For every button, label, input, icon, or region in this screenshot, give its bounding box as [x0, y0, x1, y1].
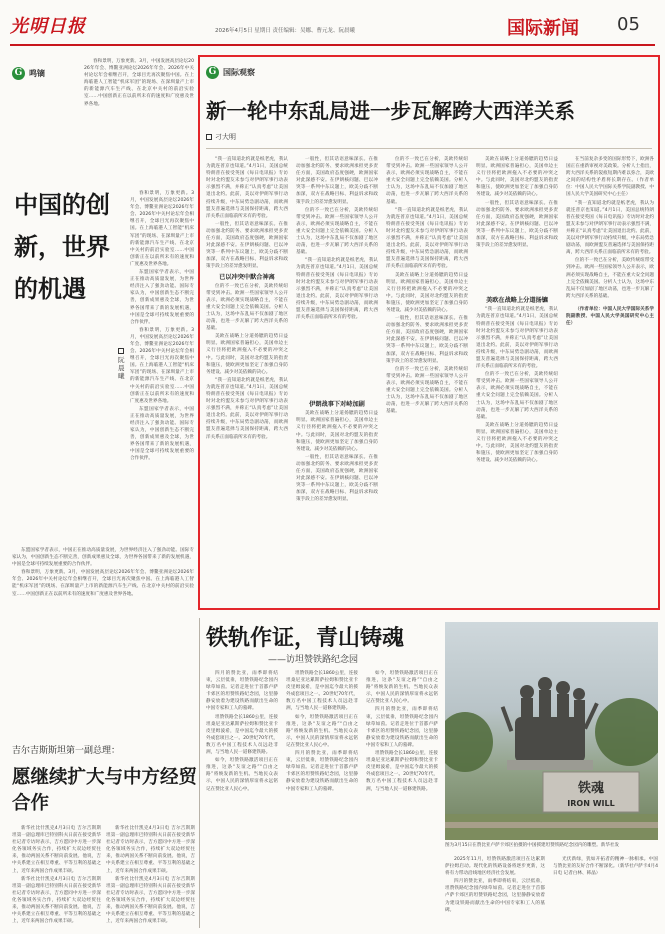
- feature-subhead-1: 已以冲突中默合神离: [219, 273, 275, 281]
- kyrgyz-body-1: 新华社比什凯克4月3日电 吉尔吉斯斯坦第一副总理库巴特别科夫日前在接受新华社记者专访时表示，吉方愿同中方进一步深化各领域务实合作，持续扩大双边经贸往来，推动两国关系不断向前发展。他说，吉中关系建立在相互尊重、平等互利的基础之上，近年来两国合作成果丰硕。 新华社比什凯克4月3日电 吉尔吉斯斯坦第一副总理库巴特别科夫日前在接受新华社记者专访时表示，吉方愿同中方进一步深化各领域务实合作，持续扩大双边经贸往来，推动两国关系不断向前发展。他说，吉中关系建立在相互尊重、平等互利的基础之上，近年来两国合作成果丰硕。: [12, 826, 101, 925]
- svg-text:铁魂: 铁魂: [577, 781, 605, 796]
- feature-subhead-2: 伊朗战事下对峙加剧: [309, 401, 365, 409]
- opinion-byline-name: 阮晨曦: [118, 356, 125, 380]
- opinion-headline: 中国的创新，世界的机遇: [14, 191, 110, 303]
- section-title: 国际新闻: [507, 18, 579, 39]
- opinion-body-top: 春和景明，万象更新。3月，中国发展高层论坛2026年年会、博鳌亚洲论坛2026年年会、2026年中关村论坛年会相继召开，全球目光再次聚焦中国。在上海临港人工智能“机床军团”的现场、在深圳量产上市的新能源汽车生产线、在北京中关村的前沿实验室……中国创新正在以前所未有的速度和广度惠及世界各地。: [84, 59, 194, 107]
- rail-col-5: 光伏新绿，犹如开拓者的精神一脉相承。中国与赞比亚的友好合作不断深化。（新华社卢萨卡4月4日电 记者白林、韩晶）: [553, 857, 658, 877]
- left-right-divider: [199, 618, 200, 928]
- iron-will-sign: [543, 772, 639, 812]
- statue-group: [501, 677, 599, 762]
- masthead: [10, 8, 655, 46]
- feature-tag-label: 国际观察: [223, 67, 255, 77]
- rail-headline: 铁轨作证，青山铸魂: [206, 626, 405, 651]
- rail-subtitle: ——访坦赞铁路纪念园: [268, 655, 359, 665]
- column-logo-icon: G: [12, 67, 25, 80]
- opinion-body-bottom: 东盟国家学者表示，中国正在推动高质量发展，为世界经济注入了强劲动能。国际专家认为，中国创新生态不断完善，创新成果惠及全球，为世界各国带来了新的发展机遇，中国是全球可持续发展重要的合作伙伴。 春和景明，万象更新。3月，中国发展高层论坛2026年年会、博鳌亚洲论坛2026年年会、2026年中关村论坛年会相继召开，全球目光再次聚焦中国。在上海临港人工智能“机床军团”的现场、在深圳量产上市的新能源汽车生产线、在北京中关村的前沿实验室……中国创新正在以前所未有的速度和广度惠及世界各地。: [12, 548, 194, 597]
- feature-subhead-3: 美欧在战略上分道扬镳: [486, 297, 548, 305]
- opinion-byline: [118, 348, 127, 380]
- feature-col-2: 一般性，但其话语意味深长。在推动加强北约防务、要求欧洲承担更多责任方面，美国政府态度强硬，欧洲国家对此深感不安。在伊朗核问题、巴以冲突等一系列中东议题上，欧美分歧不断加深，双方在战略目标、利益诉求和政策手段上的差异愈发明显。 位的不一致已在分析，美欧传统纽带受到冲击。欧洲一些国家领导人公开表示，欧洲必须实现战略自主，不能在重大安全问题上完全依赖美国。分析人士认为，这场中东乱局不仅加剧了地区动荡，也进一步瓦解了跨大西洋关系的基础。 “我一直知道北约就是纸老虎，我认为就连普京也知道。”4月1日，美国总统特朗普在接受英国《每日电讯报》专访时对北约盟友未参与对伊朗军事行动表示强烈不满，并称正“认真考虑”让美国退出北约。此前，美以对伊朗军事行动持续升级，中东局势急剧动荡，而欧洲盟友普遍选择与美国保持距离，跨大西洋关系正面临前所未有的考验。 伊朗战事下对峙加剧 美欧在战略上分道扬镳的趋势日益明显。欧洲国家普遍担心，美国单边主义行径将把欧洲拖入不必要的冲突之中。与此同时，美国对北约盟友的指责和施压，使欧洲更加坚定了加强自身防务建设、减少对美依赖的决心。 一般性，但其话语意味深长。在推动加强北约防务、要求欧洲承担更多责任方面，美国政府态度强硬，欧洲国家对此深感不安。在伊朗核问题、巴以冲突等一系列中东议题上，欧美分歧不断加深，双方在战略目标、利益诉求和政策手段上的差异愈发明显。: [296, 157, 378, 503]
- masthead-date-line: 2026年4月5日 星期日 责任编辑：吴娜、曹元龙、阮晨曦: [215, 28, 355, 34]
- feature-byline: [206, 132, 236, 142]
- opinion-body-right: 春和景明，万象更新。3月，中国发展高层论坛2026年年会、博鳌亚洲论坛2026年年会、2026年中关村论坛年会相继召开，全球目光再次聚焦中国。在上海临港人工智能“机床军团”的现场、在深圳量产上市的新能源汽车生产线、在北京中关村的前沿实验室……中国创新正在以前所未有的速度和广度惠及世界各地。 东盟国家学者表示，中国正在推动高质量发展，为世界经济注入了强劲动能。国际专家认为，中国创新生态不断完善，创新成果惠及全球，为世界各国带来了新的发展机遇，中国是全球可持续发展重要的合作伙伴。 春和景明，万象更新。3月，中国发展高层论坛2026年年会、博鳌亚洲论坛2026年年会、2026年中关村论坛年会相继召开，全球目光再次聚焦中国。在上海临港人工智能“机床军团”的现场、在深圳量产上市的新能源汽车生产线、在北京中关村的前沿实验室……中国创新正在以前所未有的速度和广度惠及世界各地。 东盟国家学者表示，中国正在推动高质量发展，为世界经济注入了强劲动能。国际专家认为，中国创新生态不断完善，创新成果惠及全球，为世界各国带来了新的发展机遇，中国是全球可持续发展重要的合作伙伴。: [130, 191, 194, 462]
- opinion-tag-label: 鸣镝: [29, 68, 45, 78]
- feature-tag: [206, 65, 255, 79]
- feature-headline: 新一轮中东乱局进一步瓦解跨大西洋关系: [206, 99, 575, 123]
- rail-photo-caption: 图为3月15日在赞比亚卢萨卡郊区拍摄的中国援建坦赞铁路纪念园内的雕塑。新华社发: [445, 843, 620, 848]
- rail-col-1: 四月的赞比亚，雨季即将结束，云层低垂，坦赞铁路纪念园内绿草如茵。记者走进位于首都卢萨卡郊区的坦赞铁路纪念园，这里静静安放着为建设铁路而献出生命的中国专家和工人的墓碑。 坦赞铁路全长1860公里，连接坦桑尼亚达累斯萨拉姆和赞比亚卡皮里姆波希，是中国迄今最大的援外成套项目之一。20世纪70年代，数万名中国工程技术人员远赴非洲，与当地人民一道修建铁路。 如今，坦赞铁路激活项目正在推进，这条“友谊之路”“自由之路”将焕发新的生机。当地民众表示，中国人民的深情厚谊将永远铭记在赞比亚人民心中。: [206, 671, 278, 792]
- rail-photo-scene: [445, 622, 658, 840]
- feature-col-4: 美欧在战略上分道扬镳的趋势日益明显。欧洲国家普遍担心，美国单边主义行径将把欧洲拖入不必要的冲突之中。与此同时，美国对北约盟友的指责和施压，使欧洲更加坚定了加强自身防务建设、减少对美依赖的决心。 一般性，但其话语意味深长。在推动加强北约防务、要求欧洲承担更多责任方面，美国政府态度强硬，欧洲国家对此深感不安。在伊朗核问题、巴以冲突等一系列中东议题上，欧美分歧不断加深，双方在战略目标、利益诉求和政策手段上的差异愈发明显。 美欧在战略上分道扬镳 “我一直知道北约就是纸老虎，我认为就连普京也知道。”4月1日，美国总统特朗普在接受英国《每日电讯报》专访时对北约盟友未参与对伊朗军事行动表示强烈不满，并称正“认真考虑”让美国退出北约。此前，美以对伊朗军事行动持续升级，中东局势急剧动荡，而欧洲盟友普遍选择与美国保持距离，跨大西洋关系正面临前所未有的考验。 位的不一致已在分析，美欧传统纽带受到冲击。欧洲一些国家领导人公开表示，欧洲必须实现战略自主，不能在重大安全问题上完全依赖美国。分析人士认为，这场中东乱局不仅加剧了地区动荡，也进一步瓦解了跨大西洋关系的基础。 美欧在战略上分道扬镳的趋势日益明显。欧洲国家普遍担心，美国单边主义行径将把欧洲拖入不必要的冲突之中。与此同时，美国对北约盟友的指责和施压，使欧洲更加坚定了加强自身防务建设、减少对美依赖的决心。: [476, 157, 558, 464]
- feature-col-1: “我一直知道北约就是纸老虎，我认为就连普京也知道。”4月1日，美国总统特朗普在接受英国《每日电讯报》专访时对北约盟友未参与对伊朗军事行动表示强烈不满，并称正“认真考虑”让美国退出北约。此前，美以对伊朗军事行动持续升级，中东局势急剧动荡，而欧洲盟友普遍选择与美国保持距离，跨大西洋关系正面临前所未有的考验。 一般性，但其话语意味深长。在推动加强北约防务、要求欧洲承担更多责任方面，美国政府态度强硬，欧洲国家对此深感不安。在伊朗核问题、巴以冲突等一系列中东议题上，欧美分歧不断加深，双方在战略目标、利益诉求和政策手段上的差异愈发明显。 已以冲突中默合神离 位的不一致已在分析，美欧传统纽带受到冲击。欧洲一些国家领导人公开表示，欧洲必须实现战略自主，不能在重大安全问题上完全依赖美国。分析人士认为，这场中东乱局不仅加剧了地区动荡，也进一步瓦解了跨大西洋关系的基础。 美欧在战略上分道扬镳的趋势日益明显。欧洲国家普遍担心，美国单边主义行径将把欧洲拖入不必要的冲突之中。与此同时，美国对北约盟友的指责和施压，使欧洲更加坚定了加强自身防务建设、减少对美依赖的决心。 “我一直知道北约就是纸老虎，我认为就连普京也知道。”4月1日，美国总统特朗普在接受英国《每日电讯报》专访时对北约盟友未参与对伊朗军事行动表示强烈不满，并称正“认真考虑”让美国退出北约。此前，美以对伊朗军事行动持续升级，中东局势急剧动荡，而欧洲盟友普遍选择与美国保持距离，跨大西洋关系正面临前所未有的考验。: [206, 157, 288, 440]
- feature-col-3: 位的不一致已在分析，美欧传统纽带受到冲击。欧洲一些国家领导人公开表示，欧洲必须实现战略自主，不能在重大安全问题上完全依赖美国。分析人士认为，这场中东乱局不仅加剧了地区动荡，也进一步瓦解了跨大西洋关系的基础。 “我一直知道北约就是纸老虎，我认为就连普京也知道。”4月1日，美国总统特朗普在接受英国《每日电讯报》专访时对北约盟友未参与对伊朗军事行动表示强烈不满，并称正“认真考虑”让美国退出北约。此前，美以对伊朗军事行动持续升级，中东局势急剧动荡，而欧洲盟友普遍选择与美国保持距离，跨大西洋关系正面临前所未有的考验。 美欧在战略上分道扬镳的趋势日益明显。欧洲国家普遍担心，美国单边主义行径将把欧洲拖入不必要的冲突之中。与此同时，美国对北约盟友的指责和施压，使欧洲更加坚定了加强自身防务建设、减少对美依赖的决心。 一般性，但其话语意味深长。在推动加强北约防务、要求欧洲承担更多责任方面，美国政府态度强硬，欧洲国家对此深感不安。在伊朗核问题、巴以冲突等一系列中东议题上，欧美分歧不断加深，双方在战略目标、利益诉求和政策手段上的差异愈发明显。 位的不一致已在分析，美欧传统纽带受到冲击。欧洲一些国家领导人公开表示，欧洲必须实现战略自主，不能在重大安全问题上完全依赖美国。分析人士认为，这场中东乱局不仅加剧了地区动荡，也进一步瓦解了跨大西洋关系的基础。: [386, 157, 468, 415]
- feature-byline-name: 刁大明: [215, 133, 236, 141]
- feature-logo-icon: G: [206, 66, 219, 79]
- rail-photo: [445, 622, 658, 840]
- kyrgyz-headline: 愿继续扩大与中方经贸合作: [12, 767, 198, 814]
- masthead-logo: 光明日报: [10, 16, 86, 37]
- svg-text:IRON WILL: IRON WILL: [567, 799, 615, 808]
- masthead-rule: [10, 44, 655, 46]
- page-number: 05: [617, 14, 640, 35]
- kyrgyz-kicker: 吉尔吉斯斯坦第一副总理：: [12, 746, 121, 756]
- opinion-tag: [12, 66, 45, 80]
- rail-col-2: 坦赞铁路全长1860公里，连接坦桑尼亚达累斯萨拉姆和赞比亚卡皮里姆波希，是中国迄今最大的援外成套项目之一。20世纪70年代，数万名中国工程技术人员远赴非洲，与当地人民一道修建铁路。 如今，坦赞铁路激活项目正在推进，这条“友谊之路”“自由之路”将焕发新的生机。当地民众表示，中国人民的深情厚谊将永远铭记在赞比亚人民心中。 四月的赞比亚，雨季即将结束，云层低垂，坦赞铁路纪念园内绿草如茵。记者走进位于首都卢萨卡郊区的坦赞铁路纪念园，这里静静安放着为建设铁路而献出生命的中国专家和工人的墓碑。: [286, 671, 358, 792]
- feature-footer: （作者单位：中国人民大学国际关系学院副教授、中国人民大学美国研究中心主任）: [566, 306, 654, 327]
- feature-col-5: 在当前复杂多变的国际形势下，欧洲各国正在重新审视对美政策。分析人士指出，跨大西洋关系的裂痕短期内难以弥合，美欧之间的结构性矛盾将长期存在。（作者单位：中国人民大学国际关系学院副教授、中国人民大学美国研究中心主任） “我一直知道北约就是纸老虎，我认为就连普京也知道。”4月1日，美国总统特朗普在接受英国《每日电讯报》专访时对北约盟友未参与对伊朗军事行动表示强烈不满，并称正“认真考虑”让美国退出北约。此前，美以对伊朗军事行动持续升级，中东局势急剧动荡，而欧洲盟友普遍选择与美国保持距离，跨大西洋关系正面临前所未有的考验。 位的不一致已在分析，美欧传统纽带受到冲击。欧洲一些国家领导人公开表示，欧洲必须实现战略自主，不能在重大安全问题上完全依赖美国。分析人士认为，这场中东乱局不仅加剧了地区动荡，也进一步瓦解了跨大西洋关系的基础。 （作者单位：中国人民大学国际关系学院副教授、中国人民大学美国研究中心主任）: [566, 157, 654, 327]
- kyrgyz-body-2: 新华社比什凯克4月3日电 吉尔吉斯斯坦第一副总理库巴特别科夫日前在接受新华社记者专访时表示，吉方愿同中方进一步深化各领域务实合作，持续扩大双边经贸往来，推动两国关系不断向前发展。他说，吉中关系建立在相互尊重、平等互利的基础之上，近年来两国合作成果丰硕。 新华社比什凯克4月3日电 吉尔吉斯斯坦第一副总理库巴特别科夫日前在接受新华社记者专访时表示，吉方愿同中方进一步深化各领域务实合作，持续扩大双边经贸往来，推动两国关系不断向前发展。他说，吉中关系建立在相互尊重、平等互利的基础之上，近年来两国合作成果丰硕。: [106, 826, 195, 925]
- rail-col-4: 2025年11月，坦赞铁路激活项目在达累斯萨拉姆启动。现代化的铁路设备将逐步更新，这将有力带动沿线地区经济社会发展。 四月的赞比亚，雨季即将结束，云层低垂，坦赞铁路纪念园内绿草如茵。记者走进位于首都卢萨卡郊区的坦赞铁路纪念园，这里静静安放着为建设铁路而献出生命的中国专家和工人的墓碑。: [445, 857, 545, 913]
- feature-divider: [206, 148, 652, 149]
- rail-col-3: 如今，坦赞铁路激活项目正在推进，这条“友谊之路”“自由之路”将焕发新的生机。当地民众表示，中国人民的深情厚谊将永远铭记在赞比亚人民心中。 四月的赞比亚，雨季即将结束，云层低垂，坦赞铁路纪念园内绿草如茵。记者走进位于首都卢萨卡郊区的坦赞铁路纪念园，这里静静安放着为建设铁路而献出生命的中国专家和工人的墓碑。 坦赞铁路全长1860公里，连接坦桑尼亚达累斯萨拉姆和赞比亚卡皮里姆波希，是中国迄今最大的援外成套项目之一。20世纪70年代，数万名中国工程技术人员远赴非洲，与当地人民一道修建铁路。: [366, 671, 438, 792]
